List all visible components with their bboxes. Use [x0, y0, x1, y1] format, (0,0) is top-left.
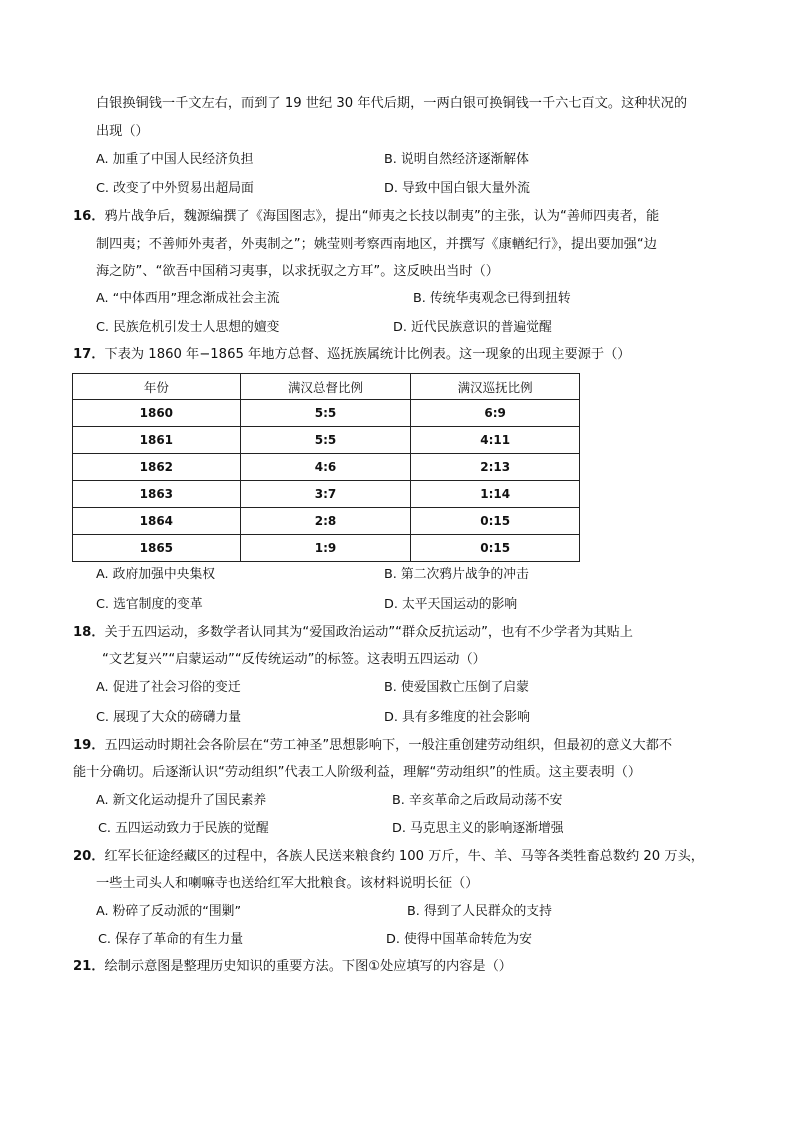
- q21-stem-line: [73, 958, 512, 976]
- table-cell: 1862: [73, 454, 241, 481]
- q21-number: 21．: [73, 959, 105, 974]
- q17-option-a: A. 政府加强中央集权: [96, 567, 216, 582]
- q16-stem-line1: [73, 208, 659, 226]
- table-row: [73, 508, 580, 535]
- q20-stem-text: 红军长征途经藏区的过程中，各族人民送来粮食约 100 万斤，牛、羊、马等各类牲畜总数约 20 万头，: [104, 849, 704, 864]
- q15-option-a: A. 加重了中国人民经济负担: [96, 152, 254, 167]
- q19-stem-line1: [73, 737, 672, 755]
- q20-stem-line1: [73, 848, 704, 866]
- q19-stem-line2: 能十分确切。后逐渐认识“劳动组织”代表工人阶级利益，理解“劳动组织”的性质。这主要表明（）: [73, 765, 642, 780]
- q15-option-c: C. 改变了中外贸易出超局面: [96, 181, 254, 196]
- table-header-year: 年份: [73, 374, 241, 400]
- table-cell: 4:11: [411, 427, 580, 454]
- q16-option-a: A. “中体西用”理念渐成社会主流: [96, 291, 280, 306]
- table-cell: 0:15: [411, 535, 580, 562]
- table-cell: 5:5: [240, 427, 411, 454]
- q20-option-b: B. 得到了人民群众的支持: [407, 904, 552, 919]
- q16-number: 16．: [73, 209, 105, 224]
- table-row: [73, 400, 580, 427]
- table-cell: 2:8: [240, 508, 411, 535]
- table-header-row: [73, 374, 580, 400]
- table-row: [73, 427, 580, 454]
- q18-stem-line2: “文艺复兴”“启蒙运动”“反传统运动”的标签。这表明五四运动（）: [102, 652, 486, 667]
- q17-option-d: D. 太平天国运动的影响: [384, 597, 518, 612]
- q18-stem-text: 关于五四运动，多数学者认同其为“爱国政治运动”“群众反抗运动”，也有不少学者为其贴上: [104, 625, 633, 640]
- q19-option-d: D. 马克思主义的影响逐渐增强: [392, 821, 564, 836]
- q20-stem-line2: 一些土司头人和喇嘛寺也送给红军大批粮食。该材料说明长征（）: [96, 876, 479, 891]
- q16-option-b: B. 传统华夷观念已得到扭转: [413, 291, 571, 306]
- q19-stem-text: 五四运动时期社会各阶层在“劳工神圣”思想影响下，一般注重创建劳动组织，但最初的意义大都不: [104, 738, 673, 753]
- table-row: [73, 535, 580, 562]
- table-cell: 3:7: [240, 481, 411, 508]
- table-cell: 1863: [73, 481, 241, 508]
- q17-option-c: C. 选官制度的变革: [96, 597, 203, 612]
- q20-option-c: C. 保存了革命的有生力量: [98, 932, 244, 947]
- q17-stem-line: [73, 346, 630, 364]
- table-header-governor-xunfu-ratio: 满汉巡抚比例: [411, 374, 580, 400]
- q17-stem-text: 下表为 1860 年−1865 年地方总督、巡抚族属统计比例表。这一现象的出现主要源于（）: [104, 347, 631, 362]
- q18-option-c: C. 展现了大众的磅礴力量: [96, 710, 242, 725]
- q18-option-a: A. 促进了社会习俗的变迁: [96, 680, 241, 695]
- table-row: [73, 454, 580, 481]
- q16-stem-line3: 海之防”、“欲吾中国稍习夷事，以求抚驭之方耳”。这反映出当时（）: [96, 264, 499, 279]
- q17-option-b: B. 第二次鸦片战争的冲击: [384, 567, 529, 582]
- table-cell: 5:5: [240, 400, 411, 427]
- q17-number: 17．: [73, 347, 105, 362]
- q15-stem-line2: 出现（）: [96, 124, 149, 139]
- table-cell: 6:9: [411, 400, 580, 427]
- q20-option-a: A. 粉碎了反动派的“围剿”: [96, 904, 242, 919]
- table-cell: 1860: [73, 400, 241, 427]
- q16-option-d: D. 近代民族意识的普遍觉醒: [393, 320, 552, 335]
- table-cell: 0:15: [411, 508, 580, 535]
- q17-ratio-table: [72, 373, 580, 562]
- table-cell: 1864: [73, 508, 241, 535]
- q20-option-d: D. 使得中国革命转危为安: [386, 932, 532, 947]
- table-row: [73, 481, 580, 508]
- q21-stem-text: 绘制示意图是整理历史知识的重要方法。下图①处应填写的内容是（）: [104, 959, 512, 974]
- table-cell: 4:6: [240, 454, 411, 481]
- table-cell: 1:9: [240, 535, 411, 562]
- table-header-governor-ratio: 满汉总督比例: [240, 374, 411, 400]
- table-cell: 1865: [73, 535, 241, 562]
- q19-number: 19．: [73, 738, 105, 753]
- q18-option-d: D. 具有多维度的社会影响: [384, 710, 530, 725]
- q16-option-c: C. 民族危机引发士人思想的嬗变: [96, 320, 280, 335]
- table-cell: 1:14: [411, 481, 580, 508]
- q16-stem-line2: 制四夷；不善师外夷者，外夷制之”；姚莹则考察西南地区，并撰写《康輶纪行》，提出要加强“边: [96, 237, 657, 252]
- q19-option-b: B. 辛亥革命之后政局动荡不安: [392, 793, 563, 808]
- table-cell: 2:13: [411, 454, 580, 481]
- q20-number: 20．: [73, 849, 105, 864]
- table-cell: 1861: [73, 427, 241, 454]
- q16-stem-text: 鸦片战争后，魏源编撰了《海国图志》，提出“师夷之长技以制夷”的主张，认为“善师四夷者，能: [104, 209, 660, 224]
- q19-option-c: C. 五四运动致力于民族的觉醒: [98, 821, 269, 836]
- q18-stem-line1: [73, 624, 633, 642]
- q15-option-d: D. 导致中国白银大量外流: [384, 181, 530, 196]
- q15-option-b: B. 说明自然经济逐渐解体: [384, 152, 529, 167]
- q18-number: 18．: [73, 625, 105, 640]
- q19-option-a: A. 新文化运动提升了国民素养: [96, 793, 267, 808]
- q18-option-b: B. 使爱国救亡压倒了启蒙: [384, 680, 529, 695]
- q15-stem-line1: 白银换铜钱一千文左右，而到了 19 世纪 30 年代后期，一两白银可换铜钱一千六七百文。这种状况的: [96, 96, 688, 111]
